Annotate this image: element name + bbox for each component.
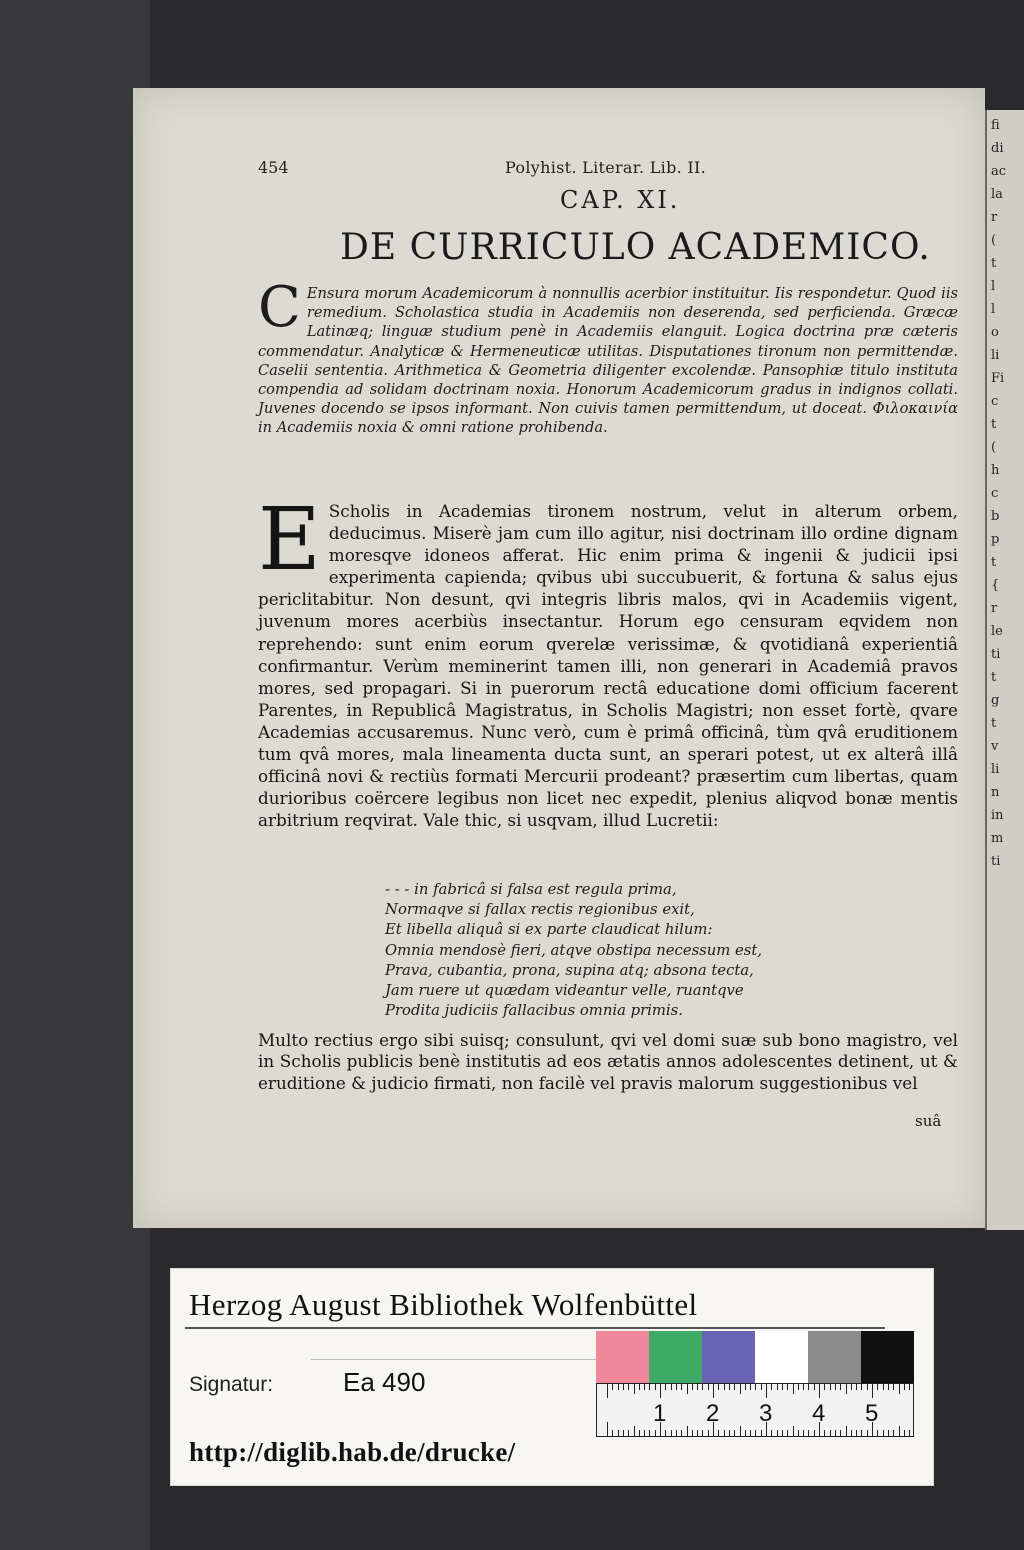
ruler-tick (692, 1430, 693, 1436)
ruler-tick (840, 1430, 841, 1436)
summary-drop-capital: C (258, 275, 301, 340)
ruler-tick (692, 1384, 693, 1390)
ruler-tick (824, 1384, 825, 1390)
ruler-tick (899, 1426, 900, 1436)
ruler-tick (851, 1384, 852, 1390)
body-text: Scholis in Academias tironem nostrum, velut in alterum orbem, deducimus. Miserè jam cum illo agitur, nisi doctrinam illo ordine dignam moresqve idoneos afferat. Hic enim prima & ingenii & judicii ipsi experimenta capienda; qvibus ubi succubuerit, & fortuna & salus ejus periclitabitur. Non desunt, qvi integris libris malos, qvi in Academiis vigent, juvenum mores acerbiùs insectantur. Horum ego censuram eqvidem non reprehendo: sunt enim eorum qverelæ verissimæ, & qvotidianâ experientiâ confirmantur. Verùm meminerint tamen illi, non generari in Academiâ pravos mores, sed propagari. Si in puerorum rectâ educatione domi officium facerent Parentes, in Republicâ Magistratus, in Scholis Magistri; non esset fortè, qvare Academias accusaremus. Nunc verò, cum è primâ officinâ, tùm qvâ eruditionem tum qvâ mores, mala lineamenta ducta sunt, an sperari potest, ut ex alterâ illâ officinâ novi & rectiùs formati Mercurii prodeant? præsertim cum libertas, quam durioribus coërcere legibus non licet nec expedit, plenius aliqvod bonæ mentis arbitrium reqvirat. Vale thic, si usqvam, illud Lucretii: (258, 501, 958, 831)
ruler-tick (665, 1430, 666, 1436)
signature-value: Ea 490 (343, 1367, 426, 1397)
ruler-tick (755, 1384, 756, 1390)
ruler-tick (734, 1384, 735, 1390)
ruler-tick (618, 1430, 619, 1436)
ruler-tick (687, 1384, 688, 1394)
ruler-tick (740, 1384, 741, 1394)
ruler-tick (755, 1430, 756, 1436)
ruler-tick (904, 1430, 905, 1436)
ruler-number: 4 (812, 1400, 826, 1427)
verse-line: - - - in fabricâ si falsa est regula prima, (385, 881, 677, 898)
ruler-tick (883, 1430, 884, 1436)
ruler-tick (681, 1430, 682, 1436)
ruler-tick (867, 1430, 868, 1436)
ruler-tick (840, 1384, 841, 1390)
adjacent-page-fragment: fi (991, 118, 1000, 133)
ruler-tick (761, 1384, 762, 1390)
adjacent-page-fragment: g (991, 693, 1000, 708)
adjacent-page-fragment: la (991, 187, 1003, 202)
adjacent-page-fragment: o (991, 325, 999, 340)
adjacent-page-fragment: p (991, 532, 1000, 547)
color-swatch (808, 1331, 861, 1383)
chapter-heading: CAP. XI. (560, 186, 681, 214)
ruler-tick (782, 1384, 783, 1390)
ruler-tick (750, 1430, 751, 1436)
ruler-tick (649, 1430, 650, 1436)
ruler-tick (808, 1384, 809, 1390)
page-header (258, 158, 958, 182)
ruler-tick (771, 1430, 772, 1436)
ruler-tick (787, 1430, 788, 1436)
ruler-tick (639, 1384, 640, 1390)
ruler-tick (803, 1384, 804, 1390)
color-swatch (649, 1331, 702, 1383)
ruler-tick (782, 1430, 783, 1436)
ruler-tick (830, 1384, 831, 1390)
ruler-tick (877, 1430, 878, 1436)
lucretius-quotation (385, 880, 885, 1021)
ruler-tick (639, 1430, 640, 1436)
catchword: suâ (915, 1112, 942, 1130)
ruler-tick (729, 1430, 730, 1436)
ruler-number: 3 (759, 1400, 773, 1427)
running-title: Polyhist. Literar. Lib. II. (505, 158, 707, 177)
adjacent-page-fragment: t (991, 555, 997, 570)
ruler-tick (644, 1384, 645, 1390)
ruler-tick (607, 1384, 608, 1398)
adjacent-page-fragment: v (991, 739, 999, 754)
ruler-tick (628, 1430, 629, 1436)
ruler-tick (734, 1430, 735, 1436)
ruler-tick (819, 1384, 820, 1398)
ruler-tick (676, 1430, 677, 1436)
chapter-title: DE CURRICULO ACADEMICO. (340, 227, 931, 268)
ruler-tick (644, 1430, 645, 1436)
ruler-tick (660, 1384, 661, 1398)
scan-background-left (0, 0, 150, 1550)
adjacent-page-fragment: l (991, 302, 996, 317)
ruler-number: 1 (653, 1400, 667, 1427)
ruler-tick (835, 1384, 836, 1390)
ruler-number: 5 (865, 1400, 879, 1427)
adjacent-page-fragment: ( (991, 440, 997, 455)
ruler-tick (793, 1426, 794, 1436)
verse-line: Jam ruere ut quædam videantur velle, ruantqve (385, 982, 744, 1000)
ruler-tick (697, 1384, 698, 1390)
ruler-tick (798, 1384, 799, 1390)
ruler-tick (713, 1384, 714, 1398)
verse-line: Et libella aliquâ si ex parte claudicat hilum: (385, 921, 713, 939)
color-swatch (861, 1331, 914, 1383)
ruler-tick (612, 1430, 613, 1436)
body-drop-capital: E (258, 490, 321, 590)
ruler-tick (893, 1384, 894, 1390)
ruler-tick (665, 1384, 666, 1390)
summary-text: Ensura morum Academicorum à nonnullis acerbior instituitur. Iis respondetur. Quod iis remedium. Scholastica studia in Academiis non deserenda, sed perficienda. Græcæ Latinæq; linguæ studium penè in Academiis elanguit. Logica doctrina præ cæteris commendatur. Analyticæ & Hermeneuticæ utilitas. Disputationes tironum non permittendæ. Caselii sententia. Arithmetica & Geometria diligenter excolendæ. Pansophiæ titulo instituta compendia ad solidam doctrinam noxia. Honorum Academicorum gradus in indignos collati. Juvenes docendo se ipsos informant. Non cuivis tamen permittendum, ut doceat. Φιλοκαινία in Academiis noxia & omni ratione prohibenda. (258, 285, 958, 437)
adjacent-page-fragment: h (991, 463, 1000, 478)
ruler-tick (687, 1426, 688, 1436)
body-paragraph (258, 490, 958, 831)
adjacent-page-fragment: di (991, 141, 1004, 156)
ruler-tick (899, 1384, 900, 1394)
ruler-tick (909, 1430, 910, 1436)
ruler-tick (724, 1430, 725, 1436)
ruler-tick (702, 1430, 703, 1436)
adjacent-page-fragment: m (991, 831, 1004, 846)
ruler-tick (718, 1384, 719, 1390)
adjacent-page-fragment: t (991, 670, 997, 685)
ruler-tick (877, 1384, 878, 1390)
adjacent-page-edge (985, 110, 1024, 1230)
ruler-tick (793, 1384, 794, 1394)
ruler-tick (655, 1430, 656, 1436)
ruler-tick (909, 1384, 910, 1390)
signature-rule (311, 1359, 596, 1360)
ruler-tick (814, 1430, 815, 1436)
ruler-tick (856, 1384, 857, 1390)
ruler-tick (861, 1430, 862, 1436)
verse-line: Prava, cubantia, prona, supina atq; absona tecta, (385, 961, 754, 979)
ruler-tick (745, 1384, 746, 1390)
ruler-tick (623, 1384, 624, 1390)
ruler-tick (718, 1430, 719, 1436)
adjacent-page-fragment: c (991, 486, 999, 501)
ruler-tick (766, 1384, 767, 1398)
adjacent-page-fragment: l (991, 279, 996, 294)
ruler-tick (803, 1430, 804, 1436)
ruler-tick (771, 1384, 772, 1390)
ruler-tick (750, 1384, 751, 1390)
ruler-tick (846, 1384, 847, 1394)
ruler-tick (787, 1384, 788, 1390)
library-label (170, 1268, 934, 1486)
verse-line: Omnia mendosè fieri, atqve obstipa necessum est, (385, 941, 763, 959)
ruler-tick (761, 1430, 762, 1436)
color-calibration-bar (596, 1331, 914, 1383)
adjacent-page-fragment: r (991, 601, 998, 616)
ruler-tick (904, 1384, 905, 1390)
signature-label: Signatur: (189, 1373, 274, 1396)
adjacent-page-fragment: t (991, 256, 997, 271)
ruler-tick (893, 1430, 894, 1436)
adjacent-page-fragment: c (991, 394, 999, 409)
page-number: 454 (258, 158, 289, 177)
adjacent-page-fragment: r (991, 210, 998, 225)
ruler-tick (872, 1384, 873, 1398)
adjacent-page-fragment: b (991, 509, 1000, 524)
ruler-tick (729, 1384, 730, 1390)
ruler-tick (777, 1384, 778, 1390)
ruler-tick (671, 1430, 672, 1436)
verse-line: Prodita judiciis fallacibus omnia primis. (385, 1002, 683, 1020)
ruler-tick (745, 1430, 746, 1436)
color-swatch (702, 1331, 755, 1383)
ruler-tick (808, 1430, 809, 1436)
library-name: Herzog August Bibliothek Wolfenbüttel (189, 1287, 698, 1322)
ruler-tick (798, 1430, 799, 1436)
ruler-tick (856, 1430, 857, 1436)
ruler-tick (628, 1384, 629, 1390)
ruler-tick (655, 1384, 656, 1390)
adjacent-page-fragment: t (991, 716, 997, 731)
library-url: http://diglib.hab.de/drucke/ (189, 1437, 516, 1467)
ruler-tick (671, 1384, 672, 1390)
ruler-tick (830, 1430, 831, 1436)
ruler-tick (861, 1384, 862, 1390)
adjacent-page-fragment: Fi (991, 371, 1005, 386)
adjacent-page-fragment: in (991, 808, 1004, 823)
ruler-tick (697, 1430, 698, 1436)
measurement-ruler (596, 1383, 914, 1437)
adjacent-page-fragment: li (991, 348, 1000, 363)
ruler-tick (888, 1384, 889, 1390)
library-name-rule (185, 1327, 885, 1329)
ruler-tick (607, 1422, 608, 1436)
ruler-tick (824, 1430, 825, 1436)
ruler-tick (623, 1430, 624, 1436)
color-swatch (755, 1331, 808, 1383)
ruler-tick (681, 1384, 682, 1390)
adjacent-page-fragment: ( (991, 233, 997, 248)
adjacent-page-fragment: li (991, 762, 1000, 777)
ruler-tick (724, 1384, 725, 1390)
color-swatch (596, 1331, 649, 1383)
closing-paragraph: Multo rectius ergo sibi suisq; consulunt, qvi vel domi suæ sub bono magistro, vel in Scholis publicis benè institutis ad eos ætatis annos adolescentes detinent, ut & eruditione & judicio firmati, non facilè vel pravis malorum suggestionibus vel (258, 1030, 958, 1093)
ruler-tick (676, 1384, 677, 1390)
ruler-tick (846, 1426, 847, 1436)
ruler-tick (649, 1384, 650, 1390)
ruler-tick (835, 1430, 836, 1436)
ruler-tick (777, 1430, 778, 1436)
adjacent-page-fragment: { (991, 578, 1000, 593)
ruler-tick (814, 1384, 815, 1390)
verse-line: Normaqve si fallax rectis regionibus exit, (385, 901, 695, 919)
ruler-tick (888, 1430, 889, 1436)
adjacent-page-fragment: t (991, 417, 997, 432)
adjacent-page-fragment: ti (991, 854, 1001, 869)
adjacent-page-fragment: n (991, 785, 1000, 800)
ruler-tick (851, 1430, 852, 1436)
ruler-tick (634, 1384, 635, 1394)
adjacent-page-fragment: ti (991, 647, 1001, 662)
ruler-tick (867, 1384, 868, 1390)
chapter-summary (258, 275, 958, 438)
ruler-tick (702, 1384, 703, 1390)
ruler-tick (612, 1384, 613, 1390)
adjacent-page-fragment: ac (991, 164, 1007, 179)
ruler-number: 2 (706, 1400, 720, 1427)
adjacent-page-fragment: le (991, 624, 1003, 639)
ruler-tick (740, 1426, 741, 1436)
ruler-tick (708, 1384, 709, 1390)
ruler-tick (883, 1384, 884, 1390)
ruler-tick (708, 1430, 709, 1436)
ruler-tick (634, 1426, 635, 1436)
ruler-tick (618, 1384, 619, 1390)
